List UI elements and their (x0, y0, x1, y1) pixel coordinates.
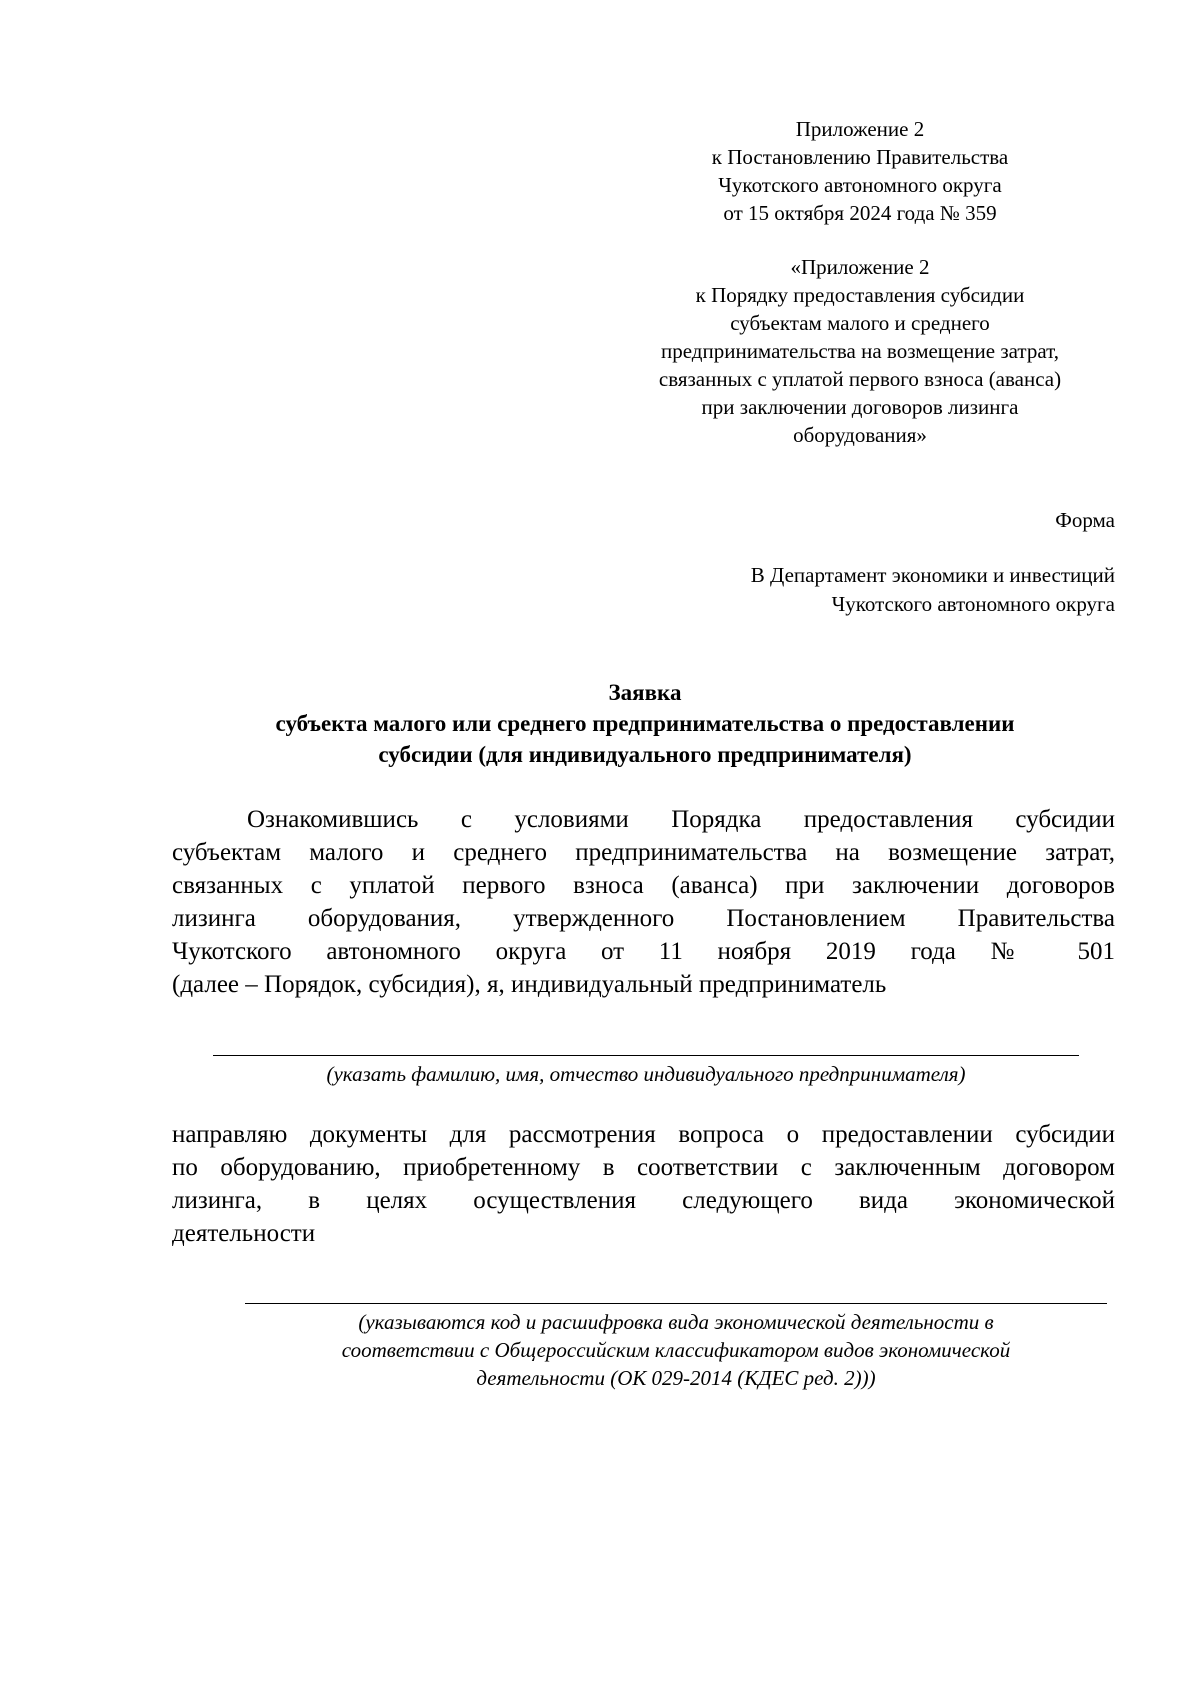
paragraph-line: деятельности (172, 1220, 316, 1247)
hint-line: деятельности (ОК 029-2014 (КДЕС ред. 2))) (476, 1366, 876, 1390)
attachment-header (620, 115, 1100, 227)
form-label: Форма (1055, 508, 1115, 532)
addressee-line: Чукотского автономного округа (831, 592, 1115, 616)
paragraph-line: по оборудованию, приобретенному в соответствии с заключенным договором (172, 1154, 1115, 1181)
inner-attachment-header (600, 253, 1120, 449)
attachment-line: Чукотского автономного округа (718, 173, 1002, 197)
paragraph-line: Ознакомившись с условиями Порядка предоставления субсидии (247, 806, 1115, 833)
paragraph-line: связанных с уплатой первого взноса (аванса) при заключении договоров (172, 872, 1115, 899)
paragraph-line: субъектам малого и среднего предпринимательства на возмещение затрат, (172, 839, 1115, 866)
addressee (751, 561, 1115, 619)
inner-attachment-line: предпринимательства на возмещение затрат, (661, 339, 1059, 363)
hint-line: (указываются код и расшифровка вида экономической деятельности в (358, 1310, 994, 1334)
attachment-line: от 15 октября 2024 года № 359 (723, 201, 997, 225)
hint-line: соответствии с Общероссийским классификатором видов экономической (341, 1338, 1011, 1362)
entrepreneur-name-hint: (указать фамилию, имя, отчество индивидуального предпринимателя) (326, 1062, 966, 1086)
document-title (150, 677, 1140, 770)
inner-attachment-line: «Приложение 2 (790, 255, 930, 279)
activity-code-field[interactable] (245, 1303, 1107, 1304)
inner-attachment-line: оборудования» (793, 423, 927, 447)
paragraph-line: лизинга оборудования, утвержденного Постановлением Правительства (172, 905, 1115, 932)
intro-paragraph (172, 803, 1115, 1001)
paragraph-line: Чукотского автономного округа от 11 ноября 2019 года № 501 (172, 938, 1115, 965)
attachment-line: к Постановлению Правительства (711, 145, 1009, 169)
entrepreneur-name-field[interactable] (213, 1055, 1079, 1056)
paragraph-line: направляю документы для рассмотрения вопроса о предоставлении субсидии (172, 1121, 1115, 1148)
paragraph-line: (далее – Порядок, субсидия), я, индивидуальный предприниматель (172, 971, 887, 998)
inner-attachment-line: к Порядку предоставления субсидии (695, 283, 1025, 307)
addressee-line: В Департамент экономики и инвестиций (750, 563, 1115, 587)
activity-code-hint (245, 1308, 1107, 1392)
title-line: Заявка (608, 680, 682, 705)
inner-attachment-line: связанных с уплатой первого взноса (аванса) (658, 367, 1062, 391)
paragraph-line: лизинга, в целях осуществления следующего вида экономической (172, 1187, 1115, 1214)
attachment-line: Приложение 2 (795, 117, 925, 141)
documents-paragraph (172, 1118, 1115, 1250)
title-line: субсидии (для индивидуального предпринимателя) (378, 742, 912, 767)
inner-attachment-line: субъектам малого и среднего (730, 311, 990, 335)
inner-attachment-line: при заключении договоров лизинга (701, 395, 1019, 419)
title-line: субъекта малого или среднего предпринимательства о предоставлении (275, 711, 1015, 736)
